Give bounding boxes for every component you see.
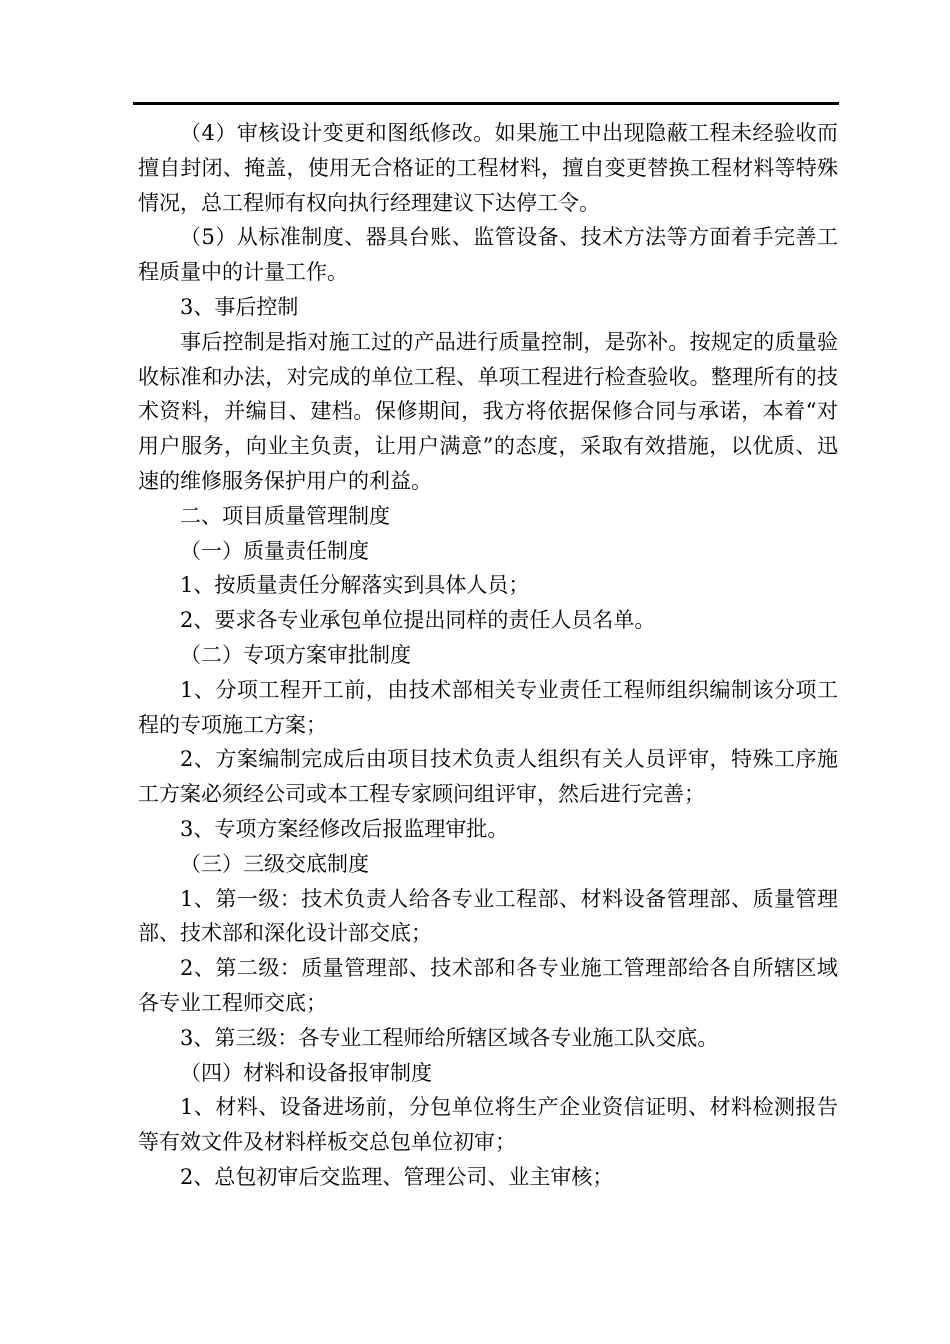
paragraph: 事后控制是指对施工过的产品进行质量控制，是弥补。按规定的质量验收标准和办法，对完成的单位工程、单项工程进行检查验收。整理所有的技术资料，并编目、建档。保修期间，我方将依据保修合同与承诺，本着“对用户服务，向业主负责，让用户满意”的态度，采取有效措施，以优质、迅速的维修服务保护用户的利益。 xyxy=(138,329,838,493)
subsection-heading: （二）专项方案审批制度 xyxy=(180,642,411,667)
subsection-heading: （三）三级交底制度 xyxy=(180,851,369,876)
list-item: 2、方案编制完成后由项目技术负责人组织有关人员评审，特殊工序施工方案必须经公司或本工程专家顾问组评审，然后进行完善； xyxy=(138,747,838,807)
list-item: 2、总包初审后交监理、管理公司、业主审核； xyxy=(180,1164,614,1189)
section-heading: 3、事后控制 xyxy=(180,294,299,319)
list-item: 1、第一级：技术负责人给各专业工程部、材料设备管理部、质量管理部、技术部和深化设计部交底； xyxy=(138,886,838,946)
list-item: 2、第二级：质量管理部、技术部和各专业施工管理部给各自所辖区域各专业工程师交底； xyxy=(138,956,838,1015)
list-item: 1、分项工程开工前，由技术部相关专业责任工程师组织编制该分项工程的专项施工方案； xyxy=(138,677,838,737)
list-item: 1、材料、设备进场前，分包单位将生产企业资信证明、材料检测报告等有效文件及材料样板交总包单位初审； xyxy=(138,1095,838,1155)
header-rule xyxy=(133,102,839,105)
paragraph: （4）审核设计变更和图纸修改。如果施工中出现隐蔽工程未经验收而擅自封闭、掩盖，使用无合格证的工程材料，擅自变更替换工程材料等特殊情况，总工程师有权向执行经理建议下达停工令。 xyxy=(138,121,838,215)
document-body xyxy=(138,116,838,1195)
section-heading: 二、项目质量管理制度 xyxy=(180,503,390,528)
list-item: 2、要求各专业承包单位提出同样的责任人员名单。 xyxy=(180,608,656,633)
list-item: 3、第三级：各专业工程师给所辖区域各专业施工队交底。 xyxy=(180,1025,719,1050)
subsection-heading: （一）质量责任制度 xyxy=(180,538,369,563)
list-item: 3、专项方案经修改后报监理审批。 xyxy=(180,816,509,841)
paragraph: （5）从标准制度、器具台账、监管设备、技术方法等方面着手完善工程质量中的计量工作。 xyxy=(138,225,838,285)
subsection-heading: （四）材料和设备报审制度 xyxy=(180,1060,432,1085)
list-item: 1、按质量责任分解落实到具体人员； xyxy=(180,573,530,598)
